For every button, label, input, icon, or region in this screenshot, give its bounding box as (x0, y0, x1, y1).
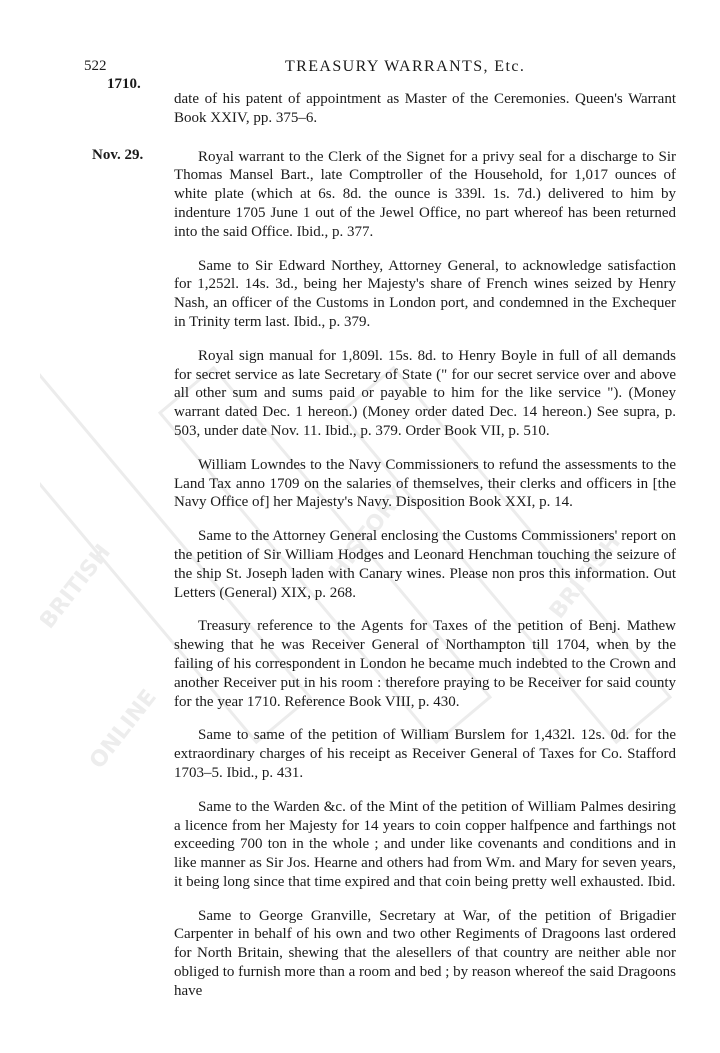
entry-paragraph: Same to George Granville, Secretary at War, of the petition of Brigadier Carpenter in behalf of his own and two other Regiments of Dragoons last ordered for North Britain, shewing that the alesellers of that country are neither able nor obliged to furnish more than a room and bed ; by reason whereof the said Dragoons have (174, 907, 676, 999)
margin-year: 1710. (107, 76, 141, 92)
entry-paragraph: William Lowndes to the Navy Commissioners to refund the assessments to the Land Tax anno 1709 on the salaries of themselves, their clerks and officers in [the Navy Office of] her Majesty's Navy. Disposition Book XXI, p. 14. (174, 456, 676, 511)
document-body (174, 90, 676, 1016)
entry-paragraph: Royal warrant to the Clerk of the Signet for a privy seal for a discharge to Sir Thomas Mansel Bart., late Comptroller of the Household, for 1,017 ounces of white plate (which at 6s. 8d. the ounce is 339l. 1s. 7d.) delivered to him by indenture 1705 June 1 out of the Jewel Office, no part whereof has been returned into the said Office. Ibid., p. 377. (174, 148, 676, 240)
svg-text:ONLINE: ONLINE (85, 685, 162, 774)
entry-paragraph: Same to same of the petition of William Burslem for 1,432l. 12s. 0d. for the extraordinary charges of his receipt as Receiver General of Taxes for Co. Stafford 1703–5. Ibid., p. 431. (174, 727, 676, 781)
entry-paragraph: Royal sign manual for 1,809l. 15s. 8d. to Henry Boyle in full of all demands for secret service as late Secretary of State (" for our secret service over and above all other sum and sums paid or payable to him for the like service "). (Money warrant dated Dec. 1 hereon.) (Money order dated Dec. 14 hereon.) See supra, p. 503, under date Nov. 11. Ibid., p. 379. Order Book VII, p. 510. (174, 347, 676, 439)
svg-text:HISTORY: HISTORY (325, 483, 412, 584)
margin-date: Nov. 29. (92, 147, 144, 163)
entry-paragraph: Same to the Attorney General enclosing the Customs Commissioners' report on the petition of Sir William Hodges and Leonard Henchman touching the seizure of the ship St. Joseph laden with Canary wines. Please non pros this information. Out Letters (General) XIX, p. 268. (174, 528, 676, 601)
entry-paragraph: Treasury reference to the Agents for Taxes of the petition of Benj. Mathew shewing that he was Receiver General of Northampton till 1704, when by the failing of his correspondent in London he became much indebted to the Crown and another Receiver put in his room : therefore praying to be Receiver for said county for the year 1710. Reference Book VIII, p. 430. (174, 618, 676, 710)
page-number: 522 (84, 58, 107, 74)
entry-paragraph: Same to the Warden &c. of the Mint of the petition of William Palmes desiring a licence from her Majesty for 14 years to coin copper halfpence and farthings not exceeding 700 ton in the whole ; and under like covenants and conditions and in like manner as Sir Jos. Hearne and others had from Wm. and Mary for seven years, it being long since that time expired and that coin being pretty well exhausted. Ibid. (174, 798, 676, 890)
svg-text:BRITISH: BRITISH (545, 530, 626, 624)
entry-paragraph: date of his patent of appointment as Master of the Ceremonies. Queen's Warrant Book XXIV, pp. 375–6. (174, 91, 676, 126)
running-title: TREASURY WARRANTS, Etc. (285, 58, 526, 75)
svg-text:BRITISH: BRITISH (40, 540, 116, 634)
entry-paragraph: Same to Sir Edward Northey, Attorney General, to acknowledge satisfaction for 1,252l. 14s. 3d., being her Majesty's share of French wines seized by Henry Nash, an officer of the Customs in London port, and condemned in the Exchequer in Trinity term last. Ibid., p. 379. (174, 257, 676, 330)
